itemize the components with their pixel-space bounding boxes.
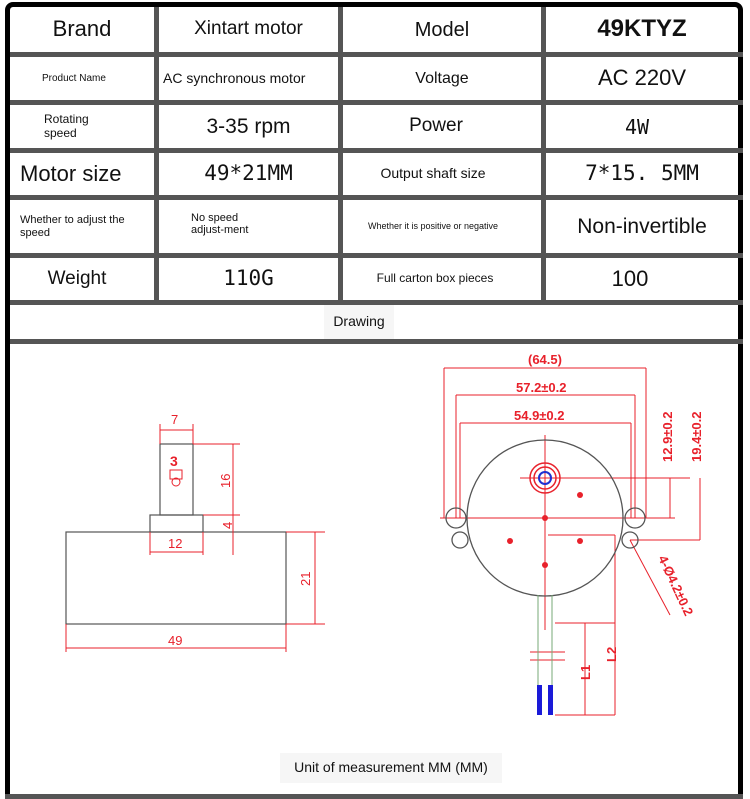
- side-view-drawing: [40, 400, 340, 670]
- dim-height-a: 12.9±0.2: [660, 411, 675, 462]
- value-power: 4W: [624, 114, 650, 139]
- label-model: Model: [414, 18, 470, 41]
- dim-flat: 3: [170, 453, 178, 469]
- value-model: 49KTYZ: [597, 15, 687, 43]
- value-rotating-speed: 3-35 rpm: [206, 114, 291, 138]
- dim-lead-l1: L1: [578, 664, 593, 680]
- value-brand: Xintart motor: [194, 18, 303, 40]
- value-positive-negative: Non-invertible: [577, 214, 707, 238]
- label-motor-size: Motor size: [20, 160, 122, 186]
- dim-shaft-height: 16: [218, 473, 233, 488]
- dim-shaft-width: 7: [171, 412, 179, 427]
- label-brand: Brand: [52, 16, 112, 42]
- dim-mount-inner: 54.9±0.2: [514, 408, 565, 423]
- label-positive-negative: Whether it is positive or negative: [367, 220, 499, 231]
- value-motor-size: 49*21MM: [204, 161, 293, 186]
- dim-boss-width: 12: [168, 536, 183, 551]
- value-weight: 110G: [223, 266, 274, 291]
- label-weight: Weight: [47, 267, 107, 289]
- label-rotating-speed: Rotating speed: [44, 112, 89, 140]
- dim-boss-height: 4: [220, 521, 235, 529]
- unit-note: Unit of measurement MM (MM): [280, 753, 502, 783]
- value-carton-pieces: 100: [611, 265, 649, 291]
- label-power: Power: [409, 115, 463, 137]
- value-product-name: AC synchronous motor: [163, 69, 306, 86]
- dim-holes: 4-Ø4.2±0.2: [655, 552, 697, 619]
- value-voltage: AC 220V: [597, 65, 687, 91]
- dim-mount-outer: 57.2±0.2: [516, 380, 567, 395]
- bottom-divider: [5, 794, 743, 799]
- label-adjust-speed: Whether to adjust the speed: [20, 214, 125, 239]
- dim-height-b: 19.4±0.2: [689, 411, 704, 462]
- dim-body-width: 49: [168, 633, 183, 648]
- label-output-shaft-size: Output shaft size: [380, 165, 486, 182]
- front-view-drawing: [420, 340, 740, 730]
- drawing-header: Drawing: [324, 305, 394, 339]
- dim-lead-l2: L2: [604, 646, 619, 662]
- label-carton-pieces: Full carton box pieces: [376, 271, 494, 286]
- label-voltage: Voltage: [415, 69, 469, 87]
- dim-body-height: 21: [298, 571, 313, 586]
- value-output-shaft-size: 7*15. 5MM: [585, 161, 699, 186]
- label-product-name: Product Name: [42, 73, 106, 84]
- dim-overall-width: (64.5): [528, 352, 562, 367]
- value-adjust-speed: No speed adjust-ment: [191, 212, 249, 237]
